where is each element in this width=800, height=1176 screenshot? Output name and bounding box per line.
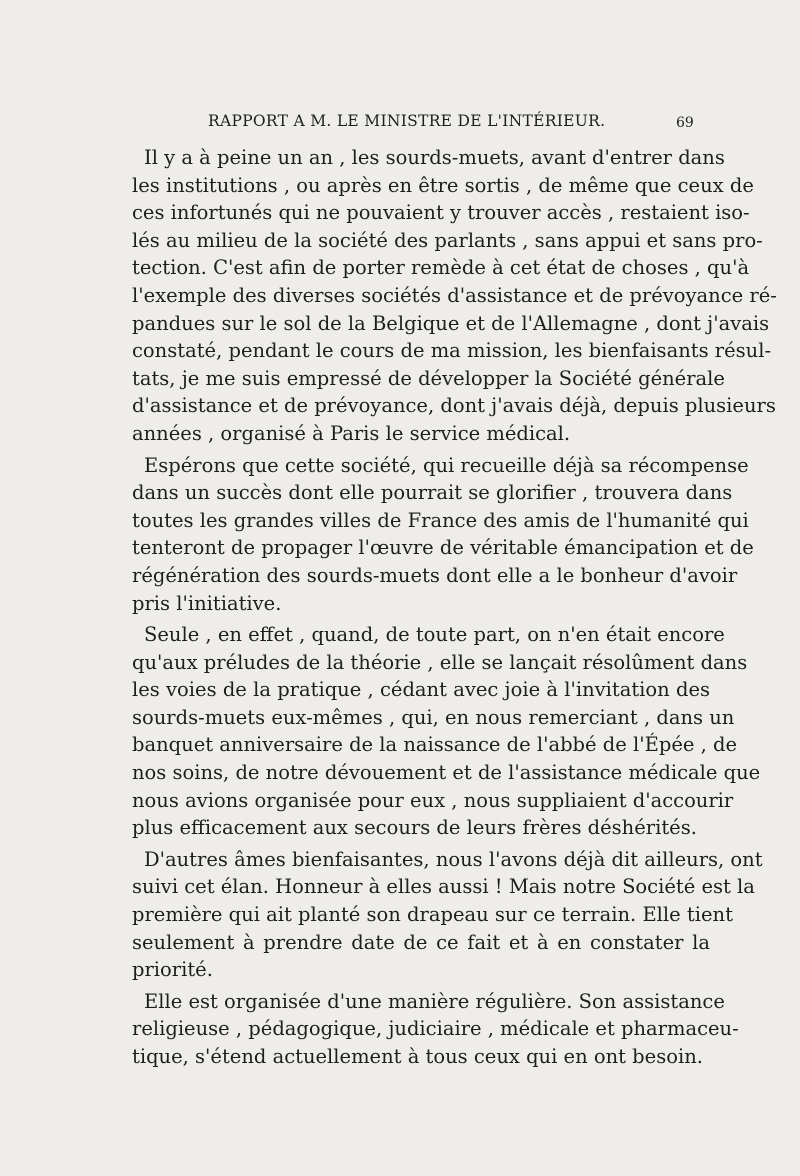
text-line: suivi cet élan. Honneur à elles aussi ! Mais notre Société est la: [132, 875, 755, 899]
text-line: Espérons que cette société, qui recueille déjà sa récompense: [144, 453, 749, 477]
text-line: pandues sur le sol de la Belgique et de l'Allemagne , dont j'avais: [132, 311, 770, 335]
paragraph: [132, 452, 754, 618]
text-line: plus efficacement aux secours de leurs frères déshérités.: [132, 816, 697, 840]
text-line: qu'aux préludes de la théorie , elle se lançait résolûment dans: [132, 650, 748, 674]
text-line: tenteront de propager l'œuvre de véritable émancipation et de: [132, 536, 754, 560]
text-line: religieuse , pédagogique, judiciaire , médicale et pharmaceu-: [132, 1017, 739, 1041]
paragraph: [132, 988, 739, 1071]
text-line: D'autres âmes bienfaisantes, nous l'avons déjà dit ailleurs, ont: [144, 847, 763, 871]
text-line: années , organisé à Paris le service médical.: [132, 421, 571, 445]
text-line: Elle est organisée d'une manière régulière. Son assistance: [144, 989, 725, 1013]
text-line: nos soins, de notre dévouement et de l'assistance médicale que: [132, 761, 761, 785]
text-line: constaté, pendant le cours de ma mission, les bienfaisants résul-: [132, 339, 772, 363]
text-line: les voies de la pratique , cédant avec joie à l'invitation des: [132, 678, 710, 702]
paragraph: [132, 621, 761, 842]
text-line: Seule , en effet , quand, de toute part, on n'en était encore: [144, 623, 725, 647]
body-text: [132, 144, 777, 1071]
text-line: les institutions , ou après en être sortis , de même que ceux de: [132, 173, 754, 197]
running-title: RAPPORT A M. LE MINISTRE DE L'INTÉRIEUR.: [208, 112, 606, 130]
text-line: dans un succès dont elle pourrait se glorifier , trouvera dans: [132, 481, 733, 505]
text-line: première qui ait planté son drapeau sur ce terrain. Elle tient: [132, 903, 733, 927]
text-line: Il y a à peine un an , les sourds-muets, avant d'entrer dans: [144, 146, 725, 169]
text-line: d'assistance et de prévoyance, dont j'avais déjà, depuis plusieurs: [132, 394, 776, 418]
page-number: 69: [676, 115, 694, 131]
paragraph: [132, 846, 763, 984]
text-line: tique, s'étend actuellement à tous ceux qui en ont besoin.: [132, 1045, 703, 1068]
text-line: tection. C'est afin de porter remède à cet état de choses , qu'à: [132, 256, 750, 280]
text-line: sourds-muets eux-mêmes , qui, en nous remerciant , dans un: [132, 705, 735, 729]
text-line: l'exemple des diverses sociétés d'assistance et de prévoyance ré-: [132, 283, 777, 307]
text-line: régénération des sourds-muets dont elle a le bonheur d'avoir: [132, 563, 738, 587]
text-line: toutes les grandes villes de France des amis de l'humanité qui: [132, 508, 749, 532]
text-line: banquet anniversaire de la naissance de l'abbé de l'Épée , de: [132, 733, 738, 757]
text-line: tats, je me suis empressé de développer la Société générale: [132, 366, 725, 390]
paragraph: [132, 144, 777, 448]
text-line: priorité.: [132, 958, 213, 982]
text-line: seulement à prendre date de ce fait et à en constater la: [132, 930, 710, 954]
text-line: ces infortunés qui ne pouvaient y trouver accès , restaient iso-: [132, 201, 750, 225]
text-line: nous avions organisée pour eux , nous suppliaient d'accourir: [132, 788, 734, 812]
text-line: lés au milieu de la société des parlants , sans appui et sans pro-: [132, 228, 763, 252]
text-line: pris l'initiative.: [132, 591, 282, 615]
